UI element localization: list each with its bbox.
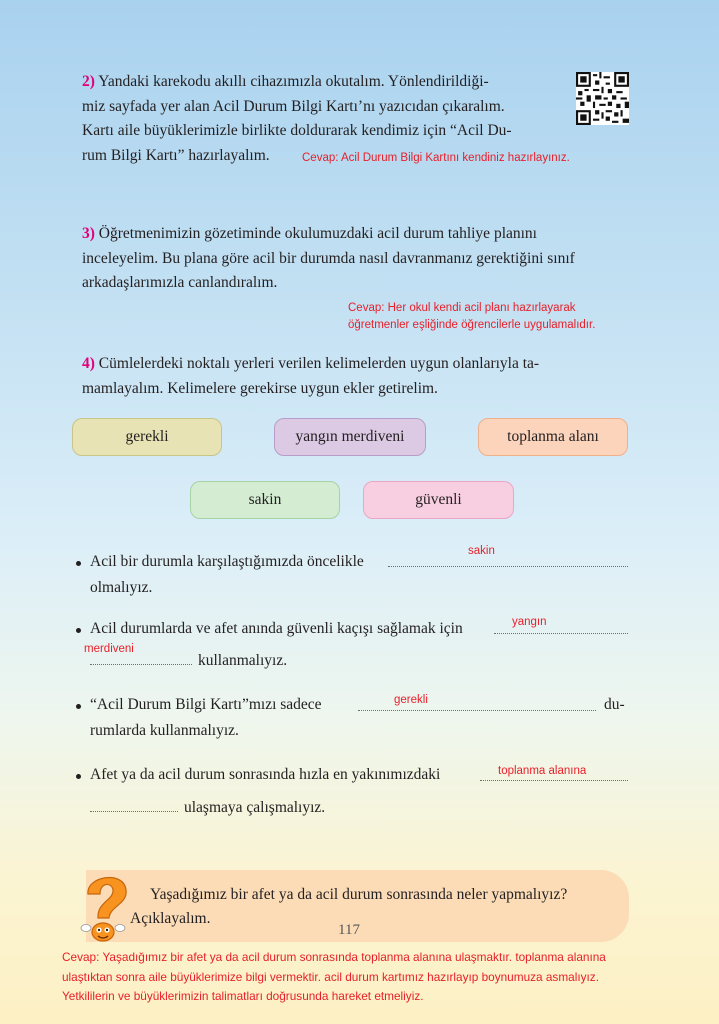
sentence-2: [90, 616, 463, 642]
text-line: Cümlelerdeki noktalı yerleri verilen kelimelerden uygun olanlarıyla ta-: [98, 355, 540, 372]
bullet-dot: [76, 628, 81, 633]
answer-line: ulaştıktan sonra aile büyüklerimize bilgi vermektir. acil durum kartımız hazırlayıp boynumuza asmalıyız.: [62, 969, 599, 984]
answer-blank-2a: yangın: [512, 616, 547, 628]
answer-line: Cevap: Her okul kendi acil planı hazırlayarak: [348, 302, 576, 314]
text-line: Kartı aile büyüklerimizle birlikte doldurarak kendimiz için “Acil Du-: [82, 122, 512, 139]
answer-blank-2b: merdiveni: [84, 643, 134, 655]
blank-line[interactable]: [358, 710, 596, 711]
question-number: 4): [82, 355, 95, 372]
question-number: 2): [82, 73, 95, 90]
blank-line[interactable]: [494, 633, 628, 634]
answer-line: öğretmenler eşliğinde öğrencilerle uygulamalıdır.: [348, 319, 596, 331]
question-number: 3): [82, 225, 95, 242]
answer-blank-4: toplanma alanına: [498, 765, 587, 777]
text-line: miz sayfada yer alan Acil Durum Bilgi Kartı’nı yazıcıdan çıkaralım.: [82, 97, 505, 115]
blank-line[interactable]: [480, 780, 628, 781]
sentence-text: Afet ya da acil durum sonrasında hızla en yakınımızdaki: [90, 766, 441, 783]
answer-blank-1: sakin: [468, 545, 495, 557]
question-3: [82, 222, 628, 296]
text-line: mamlayalım. Kelimelere gerekirse uygun ekler getirelim.: [82, 379, 438, 397]
sentence-3-end: rumlarda kullanmalıyız.: [90, 722, 239, 739]
final-answer: [62, 948, 712, 1007]
text-line: inceleyelim. Bu plana göre acil bir durumda nasıl davranmanız gerektiğini sınıf: [82, 249, 575, 267]
sentence-text: Acil bir durumla karşılaştığımızda öncelikle: [90, 553, 364, 570]
text-line: Yandaki karekodu akıllı cihazımızla okutalım. Yönlendirildiği-: [98, 73, 489, 90]
bullet-dot: [76, 704, 81, 709]
sentence-3: [90, 692, 322, 718]
sentence-4: [90, 762, 440, 788]
question-line: Yaşadığımız bir afet ya da acil durum sonrasında neler yapmalıyız?: [150, 886, 568, 903]
sentence-text: Acil durumlarda ve afet anında güvenli kaçışı sağlamak için: [90, 620, 463, 637]
page-number: 117: [338, 922, 360, 938]
text-line: arkadaşlarımızla canlandıralım.: [82, 274, 278, 291]
sentence-2-end: kullanmalıyız.: [198, 652, 288, 669]
word-chip-yangin-merdiveni: yangın merdiveni: [274, 418, 426, 456]
sentence-3-mid: du-: [604, 696, 625, 713]
question-mark-mascot-icon: [76, 870, 136, 946]
sentence-4-end: ulaşmaya çalışmalıyız.: [184, 799, 326, 816]
answer-blank-3: gerekli: [394, 694, 428, 706]
text-line: Öğretmenimizin gözetiminde okulumuzdaki acil durum tahliye planını: [98, 225, 537, 242]
bullet-dot: [76, 774, 81, 779]
blank-line[interactable]: [388, 566, 628, 567]
qr-code-icon[interactable]: [576, 72, 629, 125]
sentence-1: [90, 549, 364, 601]
word-chip-sakin: sakin: [190, 481, 340, 519]
sentence-text: “Acil Durum Bilgi Kartı”mızı sadece: [90, 696, 322, 713]
answer-line: Cevap: Yaşadığımız bir afet ya da acil durum sonrasında toplanma alanına ulaşmaktır. toplanma alanına: [62, 950, 606, 964]
word-chip-guvenli: güvenli: [363, 481, 514, 519]
question-4: [82, 352, 628, 401]
text-line: rum Bilgi Kartı” hazırlayalım.: [82, 146, 270, 164]
answer-line: Yetkililerin ve büyüklerimizin talimatları doğrusunda hareket etmeliyiz.: [62, 989, 424, 1003]
answer-q2: Cevap: Acil Durum Bilgi Kartını kendiniz hazırlayınız.: [302, 152, 570, 164]
word-chip-gerekli: gerekli: [72, 418, 222, 456]
answer-q3: [348, 300, 595, 334]
sentence-text: olmalıyız.: [90, 579, 153, 596]
blank-line[interactable]: [90, 664, 192, 665]
word-chip-toplanma-alani: toplanma alanı: [478, 418, 628, 456]
bullet-dot: [76, 561, 81, 566]
blank-line[interactable]: [90, 811, 178, 812]
question-line: Açıklayalım.: [130, 910, 211, 927]
